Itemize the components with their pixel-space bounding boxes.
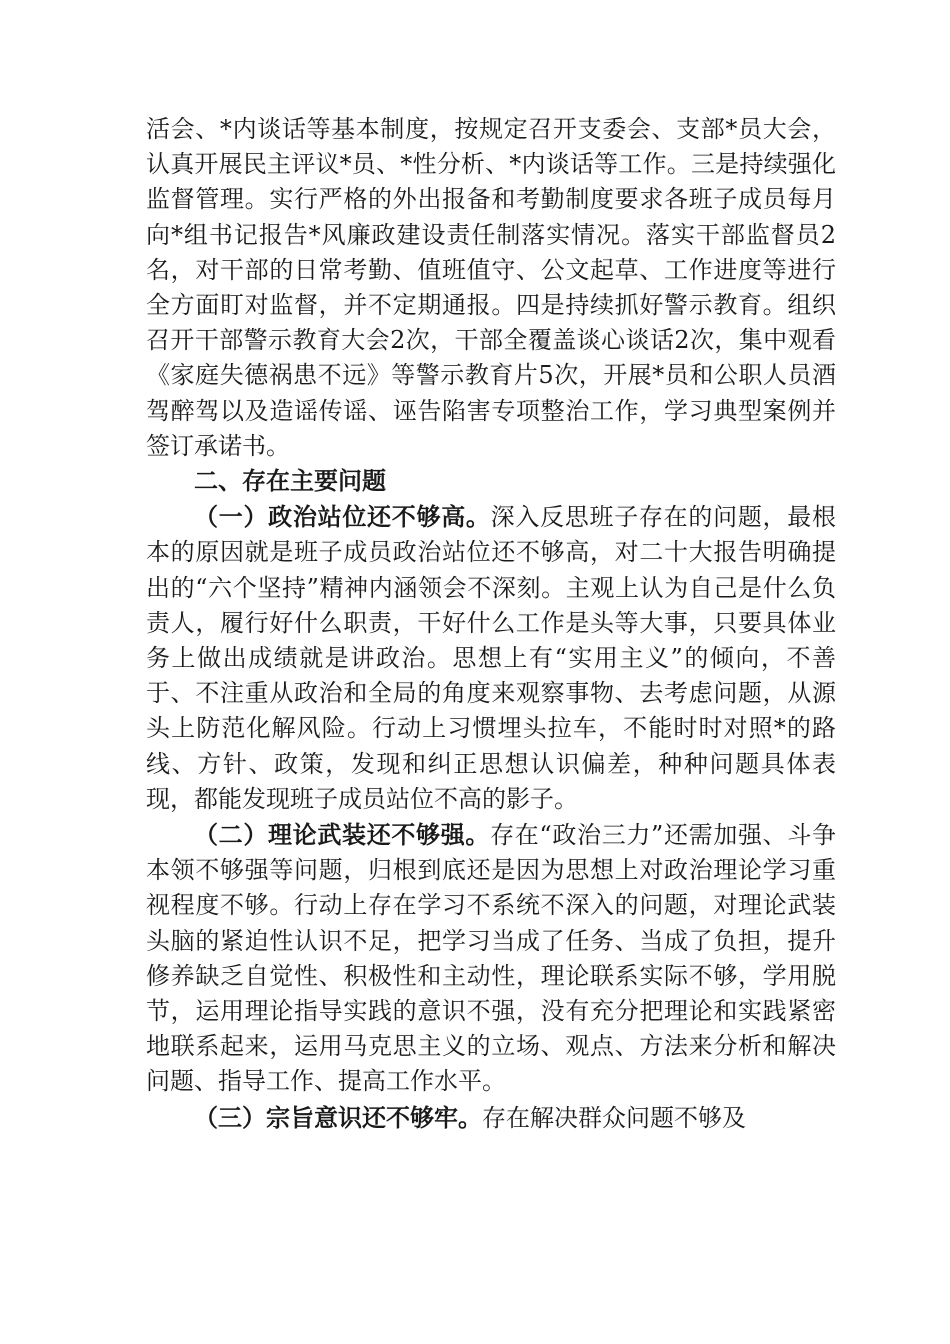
document-body: [146, 112, 836, 1136]
item-body-1: 深入反思班子存在的问题，最根本的原因就是班子成员政治站位还不够高，对二十大报告明确提出的“六个坚持”精神内涵领会不深刻。主观上认为自己是什么负责人，履行好什么职责，干好什么工作是头等大事，只要具体业务上做出成绩就是讲政治。思想上有“实用主义”的倾向，不善于、不注重从政治和全局的角度来观察事物、去考虑问题，从源头上防范化解风险。行动上习惯埋头拉车，不能时时对照*的路线、方针、政策，发现和纠正思想认识偏差，种种问题具体表现，都能发现班子成员站位不高的影子。: [146, 503, 836, 813]
item-lead-2: （二）理论武装还不够强。: [194, 820, 491, 850]
item-lead-1: （一）政治站位还不够高。: [194, 502, 491, 532]
item-body-2: 存在“政治三力”还需加强、斗争本领不够强等问题，归根到底还是因为思想上对政治理论学习重视程度不够。行动上存在学习不系统不深入的问题，对理论武装头脑的紧迫性认识不足，把学习当成了任务、当成了负担，提升修养缺乏自觉性、积极性和主动性，理论联系实际不够，学用脱节，运用理论指导实践的意识不强，没有充分把理论和实践紧密地联系起来，运用马克思主义的立场、观点、方法来分析和解决问题、指导工作、提高工作水平。: [146, 821, 836, 1096]
section-heading: 二、存在主要问题: [194, 467, 386, 496]
item-body-3: 存在解决群众问题不够及: [482, 1103, 746, 1132]
item-paragraph-3: [146, 1100, 836, 1136]
item-lead-3: （三）宗旨意识还不够牢。: [194, 1102, 482, 1132]
continued-paragraph: 活会、*内谈话等基本制度，按规定召开支委会、支部*员大会，认真开展民主评议*员、*性分析、*内谈话等工作。三是持续强化监督管理。实行严格的外出报备和考勤制度要求各班子成员每月向*组书记报告*风廉政建设责任制落实情况。落实干部监督员2名，对干部的日常考勤、值班值守、公文起草、工作进度等进行全方面盯对监督，并不定期通报。四是持续抓好警示教育。组织召开干部警示教育大会2次，干部全覆盖谈心谈话2次，集中观看《家庭失德祸患不远》等警示教育片5次，开展*员和公职人员酒驾醉驾以及造谣传谣、诬告陷害专项整治工作，学习典型案例并签订承诺书。: [146, 115, 836, 460]
item-paragraph-2: [146, 817, 836, 1100]
item-paragraph-1: [146, 499, 836, 817]
